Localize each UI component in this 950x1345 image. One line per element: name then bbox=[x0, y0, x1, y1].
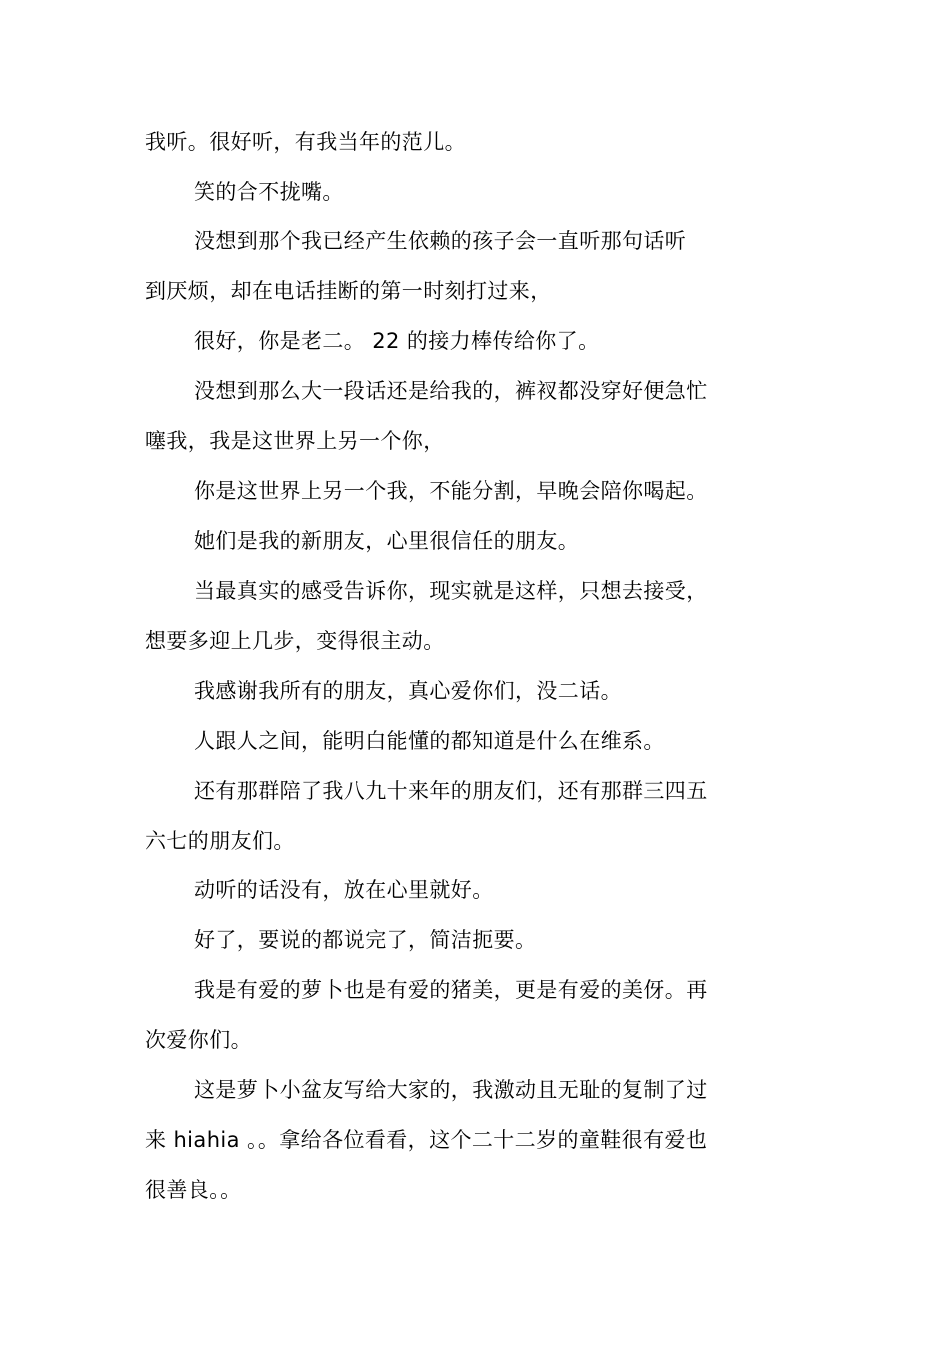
text-line: 想要多迎上几步，变得很主动。 bbox=[145, 629, 445, 653]
text-line: 我感谢我所有的朋友，真心爱你们，没二话。 bbox=[194, 679, 622, 703]
text-line: 笑的合不拢嘴。 bbox=[194, 180, 344, 204]
text-line: 到厌烦，却在电话挂断的第一时刻打过来， bbox=[145, 279, 552, 303]
text-line: 好了，要说的都说完了，简洁扼要。 bbox=[194, 928, 537, 952]
text-line: 当最真实的感受告诉你，现实就是这样，只想去接受， bbox=[194, 579, 708, 603]
text-line: 还有那群陪了我八九十来年的朋友们，还有那群三四五 bbox=[194, 779, 708, 803]
text-line: 噻我，我是这世界上另一个你， bbox=[145, 429, 445, 453]
text-line: 没想到那么大一段话还是给我的，裤衩都没穿好便急忙 bbox=[194, 379, 708, 403]
text-line: 没想到那个我已经产生依赖的孩子会一直听那句话听 bbox=[194, 229, 687, 253]
text-line: 你是这世界上另一个我，不能分割，早晚会陪你喝起。 bbox=[194, 479, 708, 503]
text-line: 人跟人之间，能明白能懂的都知道是什么在维系。 bbox=[194, 729, 665, 753]
text-line: 这是萝卜小盆友写给大家的，我激动且无耻的复制了过 bbox=[194, 1078, 708, 1102]
text-line: 我听。很好听，有我当年的范儿。 bbox=[145, 130, 466, 154]
text-line: 次爱你们。 bbox=[145, 1028, 252, 1052]
text-line: 我是有爱的萝卜也是有爱的猪美，更是有爱的美伢。再 bbox=[194, 978, 708, 1002]
text-line: 六七的朋友们。 bbox=[145, 829, 295, 853]
text-line: 很好，你是老二。 22 的接力棒传给你了。 bbox=[194, 329, 600, 353]
text-line: 很善良。。 bbox=[145, 1178, 242, 1202]
text-line: 她们是我的新朋友，心里很信任的朋友。 bbox=[194, 529, 580, 553]
text-line: 来 hiahia 。。拿给各位看看，这个二十二岁的童鞋很有爱也 bbox=[145, 1128, 708, 1152]
text-line: 动听的话没有，放在心里就好。 bbox=[194, 878, 494, 902]
